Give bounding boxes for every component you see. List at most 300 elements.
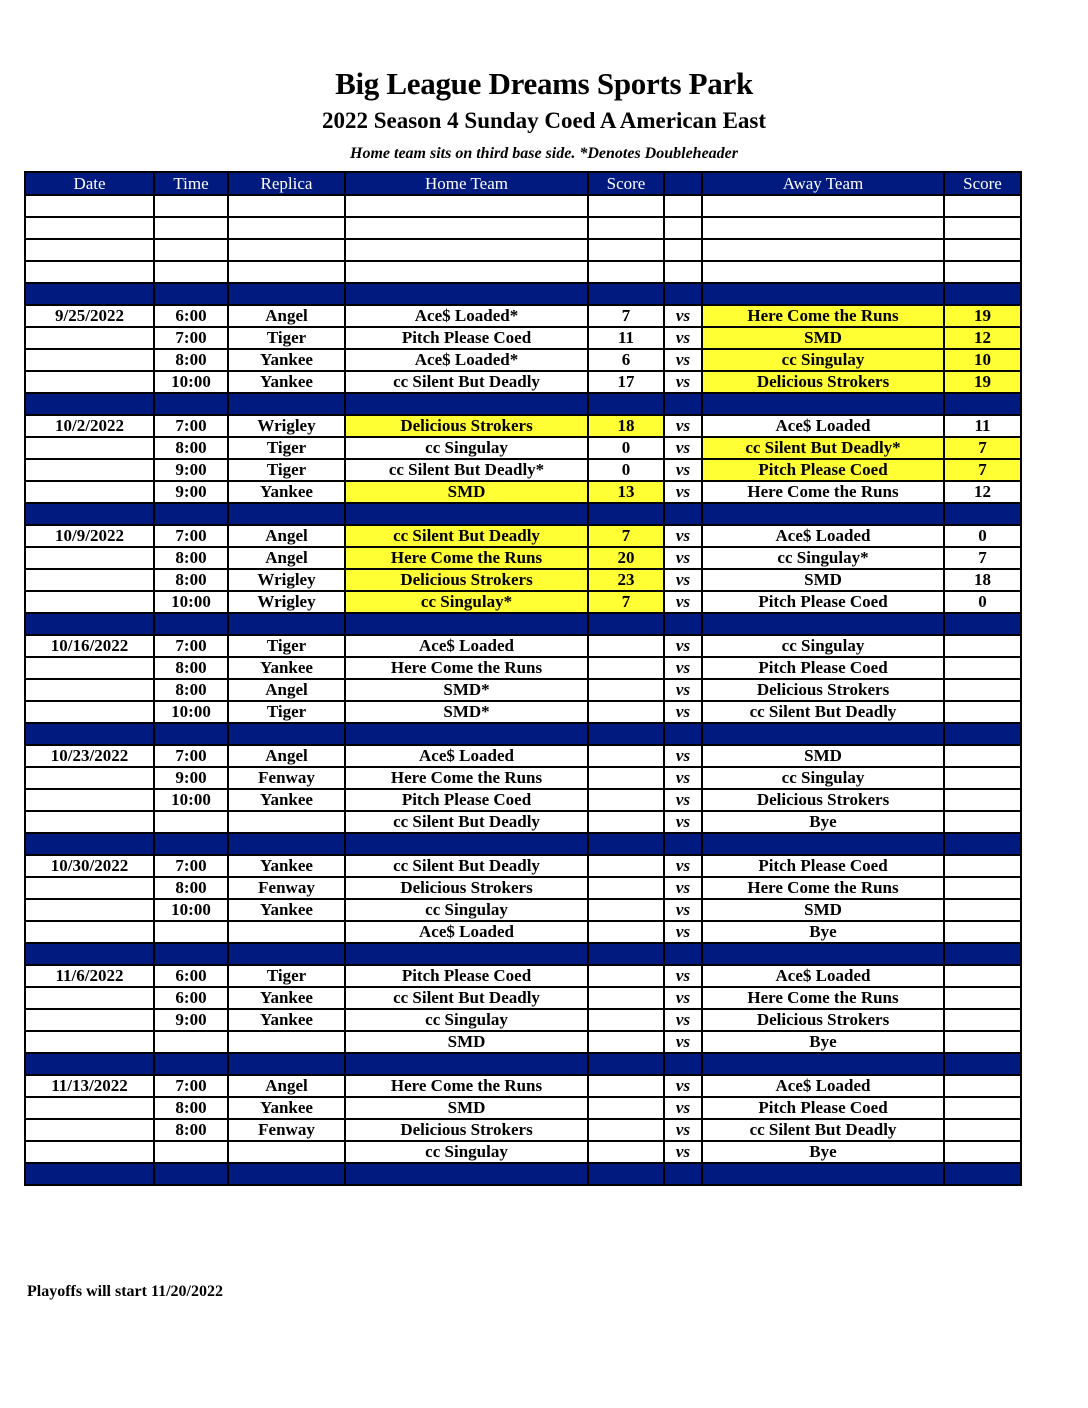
separator-cell <box>588 943 664 965</box>
blank-cell <box>702 217 944 239</box>
vs-label: vs <box>664 437 702 459</box>
separator-cell <box>345 503 588 525</box>
vs-label: vs <box>664 855 702 877</box>
game-date <box>25 1097 154 1119</box>
game-replica: Yankee <box>228 1009 345 1031</box>
game-row <box>25 437 1021 459</box>
away-score <box>944 701 1021 723</box>
game-date <box>25 459 154 481</box>
game-time: 6:00 <box>154 965 228 987</box>
blank-cell <box>154 261 228 283</box>
separator-cell <box>588 833 664 855</box>
separator-cell <box>345 393 588 415</box>
vs-label: vs <box>664 327 702 349</box>
game-time: 8:00 <box>154 679 228 701</box>
away-score: 11 <box>944 415 1021 437</box>
game-time: 7:00 <box>154 415 228 437</box>
game-replica: Yankee <box>228 349 345 371</box>
away-score <box>944 1031 1021 1053</box>
separator-cell <box>944 833 1021 855</box>
vs-label: vs <box>664 525 702 547</box>
game-time <box>154 921 228 943</box>
vs-label: vs <box>664 1031 702 1053</box>
blank-cell <box>664 195 702 217</box>
separator-cell <box>588 613 664 635</box>
away-team: SMD <box>702 899 944 921</box>
separator-cell <box>228 1053 345 1075</box>
separator-cell <box>944 723 1021 745</box>
col-header-vs <box>664 172 702 195</box>
separator-cell <box>664 833 702 855</box>
separator-cell <box>154 503 228 525</box>
blank-cell <box>345 261 588 283</box>
game-date <box>25 547 154 569</box>
game-date <box>25 1031 154 1053</box>
game-time: 10:00 <box>154 371 228 393</box>
separator-cell <box>944 393 1021 415</box>
away-score: 19 <box>944 371 1021 393</box>
game-date <box>25 811 154 833</box>
separator-cell <box>664 943 702 965</box>
separator-cell <box>25 833 154 855</box>
col-header-date: Date <box>25 172 154 195</box>
week-separator <box>25 1053 1021 1075</box>
home-team: cc Singulay <box>345 437 588 459</box>
blank-row <box>25 261 1021 283</box>
game-date <box>25 1141 154 1163</box>
blank-cell <box>664 239 702 261</box>
away-score: 12 <box>944 327 1021 349</box>
home-score <box>588 701 664 723</box>
game-replica: Wrigley <box>228 415 345 437</box>
home-score: 7 <box>588 305 664 327</box>
game-row <box>25 877 1021 899</box>
away-team: cc Singulay <box>702 635 944 657</box>
away-team: Here Come the Runs <box>702 305 944 327</box>
separator-cell <box>944 283 1021 305</box>
separator-cell <box>228 1163 345 1185</box>
separator-cell <box>154 943 228 965</box>
vs-label: vs <box>664 547 702 569</box>
away-score: 12 <box>944 481 1021 503</box>
game-row <box>25 415 1021 437</box>
separator-cell <box>702 1163 944 1185</box>
away-team: SMD <box>702 327 944 349</box>
away-team: cc Silent But Deadly* <box>702 437 944 459</box>
game-date <box>25 327 154 349</box>
separator-cell <box>702 503 944 525</box>
away-team: Ace$ Loaded <box>702 965 944 987</box>
separator-cell <box>228 613 345 635</box>
home-score <box>588 745 664 767</box>
away-team: cc Singulay* <box>702 547 944 569</box>
away-score <box>944 789 1021 811</box>
game-row <box>25 1031 1021 1053</box>
blank-cell <box>345 239 588 261</box>
game-replica: Yankee <box>228 1097 345 1119</box>
away-score <box>944 1009 1021 1031</box>
home-team: cc Silent But Deadly <box>345 855 588 877</box>
separator-cell <box>154 613 228 635</box>
home-score: 7 <box>588 525 664 547</box>
away-score: 0 <box>944 591 1021 613</box>
page-title: Big League Dreams Sports Park <box>335 66 753 101</box>
game-time: 9:00 <box>154 481 228 503</box>
separator-cell <box>664 393 702 415</box>
vs-label: vs <box>664 415 702 437</box>
away-score <box>944 767 1021 789</box>
away-team: Pitch Please Coed <box>702 657 944 679</box>
separator-cell <box>588 1163 664 1185</box>
separator-cell <box>25 723 154 745</box>
game-date: 10/2/2022 <box>25 415 154 437</box>
separator-cell <box>944 1053 1021 1075</box>
game-replica: Angel <box>228 525 345 547</box>
game-time: 7:00 <box>154 327 228 349</box>
separator-cell <box>154 283 228 305</box>
away-score: 7 <box>944 437 1021 459</box>
blank-cell <box>944 217 1021 239</box>
separator-cell <box>345 723 588 745</box>
away-team: Pitch Please Coed <box>702 855 944 877</box>
blank-cell <box>944 261 1021 283</box>
home-team: SMD* <box>345 679 588 701</box>
game-date <box>25 1009 154 1031</box>
vs-label: vs <box>664 481 702 503</box>
home-team: Pitch Please Coed <box>345 965 588 987</box>
home-score <box>588 679 664 701</box>
vs-label: vs <box>664 767 702 789</box>
blank-cell <box>228 217 345 239</box>
away-score <box>944 657 1021 679</box>
game-time: 8:00 <box>154 1119 228 1141</box>
game-time: 7:00 <box>154 1075 228 1097</box>
separator-cell <box>944 943 1021 965</box>
away-team: Ace$ Loaded <box>702 525 944 547</box>
away-team: Bye <box>702 1141 944 1163</box>
blank-cell <box>664 261 702 283</box>
game-time: 8:00 <box>154 1097 228 1119</box>
separator-cell <box>25 1053 154 1075</box>
home-team: Here Come the Runs <box>345 1075 588 1097</box>
game-date <box>25 987 154 1009</box>
home-score <box>588 1141 664 1163</box>
vs-label: vs <box>664 811 702 833</box>
separator-cell <box>664 283 702 305</box>
game-date: 10/23/2022 <box>25 745 154 767</box>
away-team: cc Singulay <box>702 349 944 371</box>
game-replica <box>228 1031 345 1053</box>
home-score <box>588 1009 664 1031</box>
blank-cell <box>228 239 345 261</box>
separator-cell <box>25 393 154 415</box>
game-replica: Tiger <box>228 327 345 349</box>
game-replica: Fenway <box>228 767 345 789</box>
home-team: Here Come the Runs <box>345 767 588 789</box>
game-replica: Yankee <box>228 481 345 503</box>
away-score <box>944 1097 1021 1119</box>
blank-cell <box>25 239 154 261</box>
game-replica: Angel <box>228 547 345 569</box>
vs-label: vs <box>664 1009 702 1031</box>
game-time: 10:00 <box>154 899 228 921</box>
blank-cell <box>228 195 345 217</box>
game-row <box>25 701 1021 723</box>
game-row <box>25 767 1021 789</box>
blank-cell <box>25 195 154 217</box>
separator-cell <box>944 503 1021 525</box>
separator-cell <box>228 393 345 415</box>
week-separator <box>25 393 1021 415</box>
week-separator <box>25 833 1021 855</box>
game-row <box>25 459 1021 481</box>
away-team: Pitch Please Coed <box>702 459 944 481</box>
week-separator <box>25 613 1021 635</box>
away-team: Bye <box>702 921 944 943</box>
away-score <box>944 877 1021 899</box>
home-team: SMD <box>345 1097 588 1119</box>
vs-label: vs <box>664 987 702 1009</box>
home-team: cc Silent But Deadly <box>345 987 588 1009</box>
away-score <box>944 811 1021 833</box>
game-date <box>25 767 154 789</box>
separator-cell <box>345 613 588 635</box>
home-team: Ace$ Loaded <box>345 635 588 657</box>
game-date: 11/13/2022 <box>25 1075 154 1097</box>
separator-cell <box>345 1053 588 1075</box>
separator-cell <box>345 833 588 855</box>
game-row <box>25 569 1021 591</box>
game-replica <box>228 921 345 943</box>
blank-cell <box>154 239 228 261</box>
blank-cell <box>588 195 664 217</box>
game-row <box>25 1009 1021 1031</box>
game-replica: Tiger <box>228 635 345 657</box>
separator-cell <box>702 833 944 855</box>
game-time: 7:00 <box>154 745 228 767</box>
away-team: Delicious Strokers <box>702 679 944 701</box>
separator-cell <box>702 723 944 745</box>
game-time: 7:00 <box>154 855 228 877</box>
game-row <box>25 635 1021 657</box>
home-team: cc Silent But Deadly <box>345 811 588 833</box>
separator-cell <box>588 283 664 305</box>
home-team: cc Singulay <box>345 1141 588 1163</box>
home-team: cc Silent But Deadly <box>345 525 588 547</box>
game-date <box>25 657 154 679</box>
away-team: SMD <box>702 745 944 767</box>
game-row <box>25 745 1021 767</box>
separator-cell <box>702 943 944 965</box>
blank-row <box>25 239 1021 261</box>
game-date <box>25 899 154 921</box>
separator-cell <box>25 1163 154 1185</box>
game-time: 8:00 <box>154 437 228 459</box>
home-score <box>588 921 664 943</box>
game-time: 7:00 <box>154 635 228 657</box>
home-team: Delicious Strokers <box>345 415 588 437</box>
game-row <box>25 679 1021 701</box>
game-row <box>25 1141 1021 1163</box>
game-time <box>154 1141 228 1163</box>
home-score: 11 <box>588 327 664 349</box>
game-time <box>154 811 228 833</box>
vs-label: vs <box>664 591 702 613</box>
week-separator <box>25 503 1021 525</box>
vs-label: vs <box>664 635 702 657</box>
away-team: Delicious Strokers <box>702 789 944 811</box>
away-score <box>944 855 1021 877</box>
home-score <box>588 811 664 833</box>
header-row <box>25 172 1021 195</box>
blank-cell <box>702 239 944 261</box>
game-date: 9/25/2022 <box>25 305 154 327</box>
game-time: 10:00 <box>154 701 228 723</box>
home-score <box>588 965 664 987</box>
home-score: 6 <box>588 349 664 371</box>
home-score <box>588 767 664 789</box>
home-score <box>588 987 664 1009</box>
blank-cell <box>345 195 588 217</box>
col-header-home-score: Score <box>588 172 664 195</box>
separator-cell <box>664 1163 702 1185</box>
separator-cell <box>228 943 345 965</box>
home-score: 7 <box>588 591 664 613</box>
game-replica: Yankee <box>228 371 345 393</box>
game-time: 9:00 <box>154 459 228 481</box>
game-row <box>25 1075 1021 1097</box>
vs-label: vs <box>664 679 702 701</box>
home-score: 0 <box>588 437 664 459</box>
home-score <box>588 855 664 877</box>
schedule-note: Home team sits on third base side. *Denotes Doubleheader <box>350 145 738 162</box>
away-score <box>944 921 1021 943</box>
vs-label: vs <box>664 877 702 899</box>
separator-cell <box>154 1053 228 1075</box>
game-date <box>25 877 154 899</box>
away-score: 0 <box>944 525 1021 547</box>
game-replica: Wrigley <box>228 569 345 591</box>
separator-cell <box>702 613 944 635</box>
game-date: 10/16/2022 <box>25 635 154 657</box>
week-separator <box>25 283 1021 305</box>
home-score: 20 <box>588 547 664 569</box>
game-replica: Tiger <box>228 965 345 987</box>
separator-cell <box>345 283 588 305</box>
col-header-time: Time <box>154 172 228 195</box>
separator-cell <box>154 833 228 855</box>
separator-cell <box>25 943 154 965</box>
home-team: Delicious Strokers <box>345 877 588 899</box>
blank-cell <box>345 217 588 239</box>
game-date: 11/6/2022 <box>25 965 154 987</box>
away-score: 10 <box>944 349 1021 371</box>
game-row <box>25 1119 1021 1141</box>
game-row <box>25 525 1021 547</box>
game-date <box>25 789 154 811</box>
blank-row <box>25 195 1021 217</box>
vs-label: vs <box>664 921 702 943</box>
game-row <box>25 305 1021 327</box>
blank-cell <box>944 195 1021 217</box>
game-row <box>25 327 1021 349</box>
game-time: 6:00 <box>154 305 228 327</box>
game-time: 9:00 <box>154 767 228 789</box>
vs-label: vs <box>664 1141 702 1163</box>
separator-cell <box>154 1163 228 1185</box>
game-replica: Yankee <box>228 657 345 679</box>
home-team: cc Singulay <box>345 899 588 921</box>
away-score <box>944 1075 1021 1097</box>
game-replica: Yankee <box>228 789 345 811</box>
game-date <box>25 437 154 459</box>
col-header-away-score: Score <box>944 172 1021 195</box>
home-team: SMD <box>345 1031 588 1053</box>
game-replica: Yankee <box>228 987 345 1009</box>
game-time: 8:00 <box>154 657 228 679</box>
away-team: Here Come the Runs <box>702 987 944 1009</box>
game-row <box>25 855 1021 877</box>
blank-cell <box>228 261 345 283</box>
home-team: Ace$ Loaded <box>345 921 588 943</box>
separator-cell <box>944 613 1021 635</box>
vs-label: vs <box>664 1075 702 1097</box>
game-date <box>25 481 154 503</box>
blank-cell <box>154 217 228 239</box>
vs-label: vs <box>664 1097 702 1119</box>
game-time: 7:00 <box>154 525 228 547</box>
away-team: Bye <box>702 1031 944 1053</box>
separator-cell <box>588 503 664 525</box>
week-separator <box>25 1163 1021 1185</box>
separator-cell <box>345 1163 588 1185</box>
home-score: 23 <box>588 569 664 591</box>
away-score <box>944 635 1021 657</box>
blank-cell <box>702 195 944 217</box>
game-time: 9:00 <box>154 1009 228 1031</box>
game-replica <box>228 1141 345 1163</box>
away-team: Delicious Strokers <box>702 1009 944 1031</box>
home-team: cc Singulay <box>345 1009 588 1031</box>
vs-label: vs <box>664 899 702 921</box>
separator-cell <box>702 393 944 415</box>
separator-cell <box>944 1163 1021 1185</box>
away-team: cc Silent But Deadly <box>702 701 944 723</box>
home-team: Delicious Strokers <box>345 569 588 591</box>
game-date <box>25 349 154 371</box>
separator-cell <box>228 833 345 855</box>
vs-label: vs <box>664 701 702 723</box>
week-separator <box>25 723 1021 745</box>
game-row <box>25 899 1021 921</box>
game-replica: Angel <box>228 305 345 327</box>
schedule-body <box>25 195 1021 1185</box>
blank-cell <box>588 217 664 239</box>
home-score <box>588 877 664 899</box>
blank-cell <box>25 217 154 239</box>
blank-row <box>25 217 1021 239</box>
game-replica: Fenway <box>228 1119 345 1141</box>
away-team: Ace$ Loaded <box>702 1075 944 1097</box>
separator-cell <box>702 1053 944 1075</box>
away-score <box>944 965 1021 987</box>
vs-label: vs <box>664 459 702 481</box>
game-row <box>25 481 1021 503</box>
away-team: Pitch Please Coed <box>702 1097 944 1119</box>
separator-cell <box>228 723 345 745</box>
game-replica <box>228 811 345 833</box>
away-score: 19 <box>944 305 1021 327</box>
